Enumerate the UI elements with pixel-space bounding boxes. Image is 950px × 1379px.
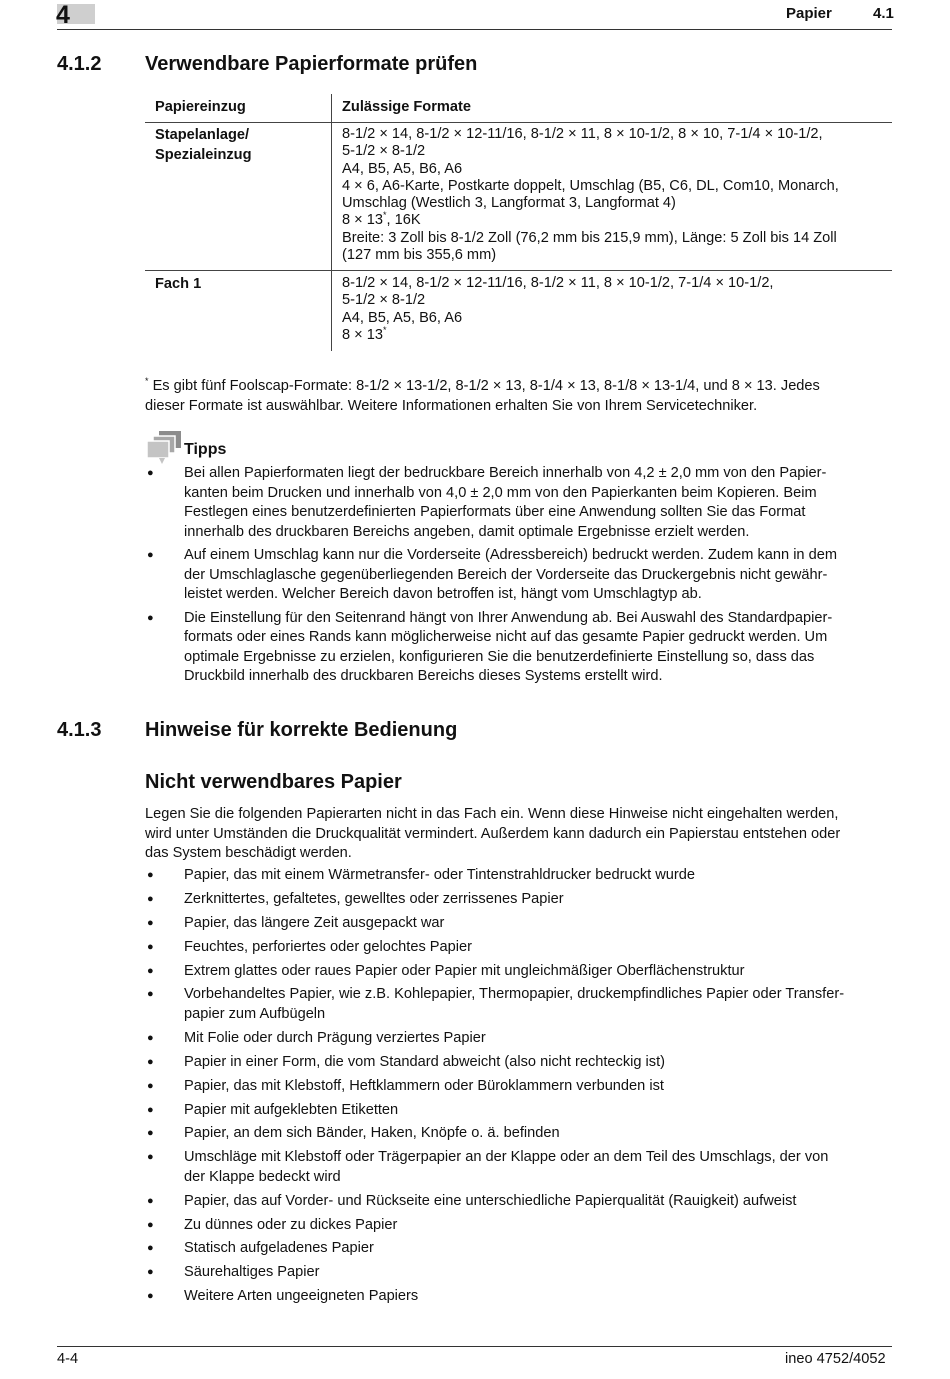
- footnote-marker: *: [145, 376, 149, 386]
- tip-line: Bei allen Papierformaten liegt der bedruckbare Bereich innerhalb von 4,2 ± 2,0 mm von den Papier-: [184, 465, 827, 481]
- bullet-icon: ●: [147, 1242, 154, 1255]
- bullet-icon: ●: [147, 1079, 154, 1092]
- list-item-line: der Klappe bedeckt wird: [184, 1168, 341, 1185]
- bullet-icon: ●: [147, 1194, 154, 1207]
- bullet-icon: ●: [147, 988, 154, 1001]
- bullet-icon: ●: [147, 1151, 154, 1164]
- header-section: 4.1: [873, 5, 894, 22]
- list-item: [145, 938, 844, 958]
- tip-line: leistet werden. Welcher Bereich davon betroffen ist, hängt vom Umschlagtyp ab.: [184, 586, 702, 602]
- header-title: Papier: [786, 5, 832, 22]
- intro-line: das System beschädigt werden.: [145, 845, 352, 861]
- list-item: [145, 546, 837, 605]
- list-item-line: Papier, das mit Klebstoff, Heftklammern oder Büroklammern verbunden ist: [184, 1077, 664, 1094]
- source-line: Stapelanlage/: [155, 127, 250, 143]
- footnote-marker: *: [382, 324, 387, 335]
- list-item: [145, 962, 844, 982]
- list-item-line: Papier, an dem sich Bänder, Haken, Knöpfe o. ä. befinden: [184, 1125, 560, 1142]
- list-item-line: Papier mit aufgeklebten Etiketten: [184, 1101, 399, 1118]
- bullet-icon: ●: [147, 549, 154, 561]
- list-item: [145, 890, 844, 910]
- list-item-line: Feuchtes, perforiertes oder gelochtes Papier: [184, 938, 472, 955]
- list-item-line: Papier, das mit einem Wärmetransfer- oder Tintenstrahldrucker bedruckt wurde: [184, 867, 695, 883]
- format-line: 8-1/2 × 14, 8-1/2 × 12-11/16, 8-1/2 × 11, 8 × 10-1/2, 8 × 10, 7-1/4 × 10-1/2,: [342, 126, 823, 142]
- list-item-line: Weitere Arten ungeeigneten Papiers: [184, 1288, 419, 1305]
- table-column-divider: [331, 94, 332, 351]
- list-item: [145, 609, 837, 687]
- section-title: Verwendbare Papierformate prüfen: [145, 53, 478, 75]
- format-line: Breite: 3 Zoll bis 8-1/2 Zoll (76,2 mm bis 215,9 mm), Länge: 5 Zoll bis 14 Zoll: [342, 229, 837, 246]
- footnote-line: [145, 377, 820, 397]
- list-item: [145, 1053, 844, 1073]
- bullet-icon: ●: [147, 892, 154, 905]
- list-item: [145, 464, 837, 542]
- page-number: 4-4: [57, 1351, 79, 1367]
- tip-line: formats oder eines Rands kann möglicherweise nicht auf das gesamte Papier gedruckt werden. Um: [184, 629, 828, 645]
- table-header-rule: [145, 122, 892, 123]
- table-header-source: Papiereinzug: [155, 99, 246, 115]
- format-line: [342, 212, 839, 229]
- tip-line: der Umschlaglasche gegenüberliegenden Bereich der Vorderseite das Druckergebnis nicht gewähr-: [184, 566, 828, 583]
- tip-line: Druckbild innerhalb des druckbaren Bereichs dieses Systems erstellt wird.: [184, 668, 663, 684]
- tips-pages-icon: [145, 430, 185, 466]
- bullet-icon: ●: [147, 964, 154, 977]
- tip-line: Die Einstellung für den Seitenrand hängt von Ihrer Anwendung ab. Bei Auswahl des Standardpapier-: [184, 609, 833, 626]
- tip-line: innerhalb des druckbaren Bereichs angeben, damit optimale Ergebnisse erzielt werden.: [184, 523, 750, 540]
- list-item-line: Papier, das auf Vorder- und Rückseite eine unterschiedliche Papierqualität (Rauigkeit) aufweist: [184, 1192, 797, 1209]
- bullet-icon: ●: [147, 869, 154, 881]
- tip-line: optimale Ergebnisse zu erzielen, konfigurieren Sie die benutzerdefinierte Einstellung so, dass das: [184, 648, 815, 665]
- list-item: [145, 1239, 844, 1259]
- section-title: Hinweise für korrekte Bedienung: [145, 719, 458, 741]
- footnote-text: Es gibt fünf Foolscap-Formate: 8-1/2 × 13-1/2, 8-1/2 × 13, 8-1/4 × 13, 8-1/8 × 13-1/4, und 8 × 13. Jedes: [148, 378, 820, 394]
- list-item: [145, 1148, 844, 1187]
- table-row-source: [155, 275, 201, 295]
- tip-line: kanten beim Drucken und innerhalb von 4,0 ± 2,0 mm von den Papierkanten beim Kopieren. Beim: [184, 484, 817, 501]
- list-item-line: Vorbehandeltes Papier, wie z.B. Kohlepapier, Thermopapier, druckempfindliches Papier oder Transfer-: [184, 986, 845, 1003]
- unusable-paper-list: [145, 866, 844, 1311]
- list-item: [145, 1192, 844, 1212]
- list-item: [145, 1101, 844, 1121]
- list-item-line: Zerknittertes, gefaltetes, gewelltes oder zerrissenes Papier: [184, 890, 564, 907]
- bullet-icon: ●: [147, 1127, 154, 1140]
- list-item: [145, 914, 844, 934]
- bullet-icon: ●: [147, 916, 154, 929]
- footnote: [145, 377, 820, 416]
- tip-line: Festlegen eines benutzerdefinierten Papierformats über eine Anwendung sollten Sie das Format: [184, 504, 806, 520]
- format-text: 8 × 13: [342, 326, 383, 343]
- bullet-icon: ●: [147, 940, 154, 953]
- bullet-icon: ●: [147, 1290, 154, 1303]
- format-text: , 16K: [386, 212, 421, 229]
- list-item-line: papier zum Aufbügeln: [184, 1005, 326, 1022]
- format-line: 4 × 6, A6-Karte, Postkarte doppelt, Umschlag (B5, C6, DL, Com10, Monarch,: [342, 177, 839, 194]
- table-row-formats: [342, 126, 839, 264]
- list-item-line: Papier in einer Form, die vom Standard abweicht (also nicht rechteckig ist): [184, 1053, 665, 1070]
- list-item-line: Papier, das längere Zeit ausgepackt war: [184, 914, 445, 931]
- list-item: [145, 1077, 844, 1097]
- list-item: [145, 1124, 844, 1144]
- intro-line: wird unter Umständen die Druckqualität vermindert. Außerdem kann dadurch ein Papierstau entstehen oder: [145, 825, 841, 842]
- intro-line: Legen Sie die folgenden Papierarten nicht in das Fach ein. Wenn diese Hinweise nicht eingehalten werden,: [145, 806, 839, 822]
- bullet-icon: ●: [147, 1218, 154, 1231]
- format-line: [342, 324, 774, 344]
- section-number: 4.1.2: [57, 53, 102, 75]
- list-item-line: Säurehaltiges Papier: [184, 1264, 320, 1281]
- format-line: A4, B5, A5, B6, A6: [342, 160, 463, 177]
- chapter-number: 4: [56, 1, 70, 29]
- list-item: [145, 866, 844, 886]
- list-item: [145, 1287, 844, 1307]
- table-row-source: [155, 126, 252, 165]
- bullet-icon: ●: [147, 467, 154, 479]
- source-line: Spezialeinzug: [155, 146, 252, 163]
- list-item: [145, 1216, 844, 1236]
- model-name: ineo 4752/4052: [785, 1351, 886, 1367]
- list-item-line: Zu dünnes oder zu dickes Papier: [184, 1216, 398, 1233]
- list-item-line: Umschläge mit Klebstoff oder Trägerpapier an der Klappe oder an dem Teil des Umschlags, der von: [184, 1149, 829, 1166]
- footnote-line: dieser Formate ist auswählbar. Weitere Informationen erhalten Sie von Ihrem Servicetechniker.: [145, 397, 758, 414]
- list-item: [145, 985, 844, 1024]
- footer-rule: [57, 1346, 892, 1347]
- bullet-icon: ●: [147, 1055, 154, 1068]
- section-number: 4.1.3: [57, 719, 102, 741]
- list-item: [145, 1029, 844, 1049]
- header-rule: [57, 29, 892, 30]
- table-row-formats: [342, 275, 774, 344]
- format-line: (127 mm bis 355,6 mm): [342, 247, 497, 264]
- bullet-icon: ●: [147, 611, 154, 624]
- table-row-rule: [145, 270, 892, 271]
- list-item: [145, 1263, 844, 1283]
- format-line: Umschlag (Westlich 3, Langformat 3, Langformat 4): [342, 195, 676, 212]
- tips-list: [145, 464, 837, 687]
- subsection-title: Nicht verwendbares Papier: [145, 771, 402, 793]
- tips-title: Tipps: [184, 441, 227, 458]
- format-line: 5-1/2 × 8-1/2: [342, 143, 426, 160]
- format-line: A4, B5, A5, B6, A6: [342, 309, 463, 326]
- bullet-icon: ●: [147, 1031, 154, 1044]
- tip-line: Auf einem Umschlag kann nur die Vorderseite (Adressbereich) bedruckt werden. Zudem kann in dem: [184, 547, 837, 563]
- list-item-line: Extrem glattes oder raues Papier oder Papier mit ungleichmäßiger Oberflächenstruktur: [184, 962, 745, 979]
- bullet-icon: ●: [147, 1103, 154, 1116]
- source-line: Fach 1: [155, 276, 202, 292]
- intro-paragraph: [145, 805, 840, 864]
- format-line: 8-1/2 × 14, 8-1/2 × 12-11/16, 8-1/2 × 11, 8 × 10-1/2, 7-1/4 × 10-1/2,: [342, 275, 774, 291]
- format-line: 5-1/2 × 8-1/2: [342, 292, 426, 309]
- list-item-line: Mit Folie oder durch Prägung verziertes Papier: [184, 1029, 486, 1046]
- table-header-formats: Zulässige Formate: [342, 99, 471, 115]
- format-text: 8 × 13: [342, 212, 383, 229]
- list-item-line: Statisch aufgeladenes Papier: [184, 1240, 374, 1257]
- footnote-marker: *: [382, 210, 387, 221]
- bullet-icon: ●: [147, 1266, 154, 1279]
